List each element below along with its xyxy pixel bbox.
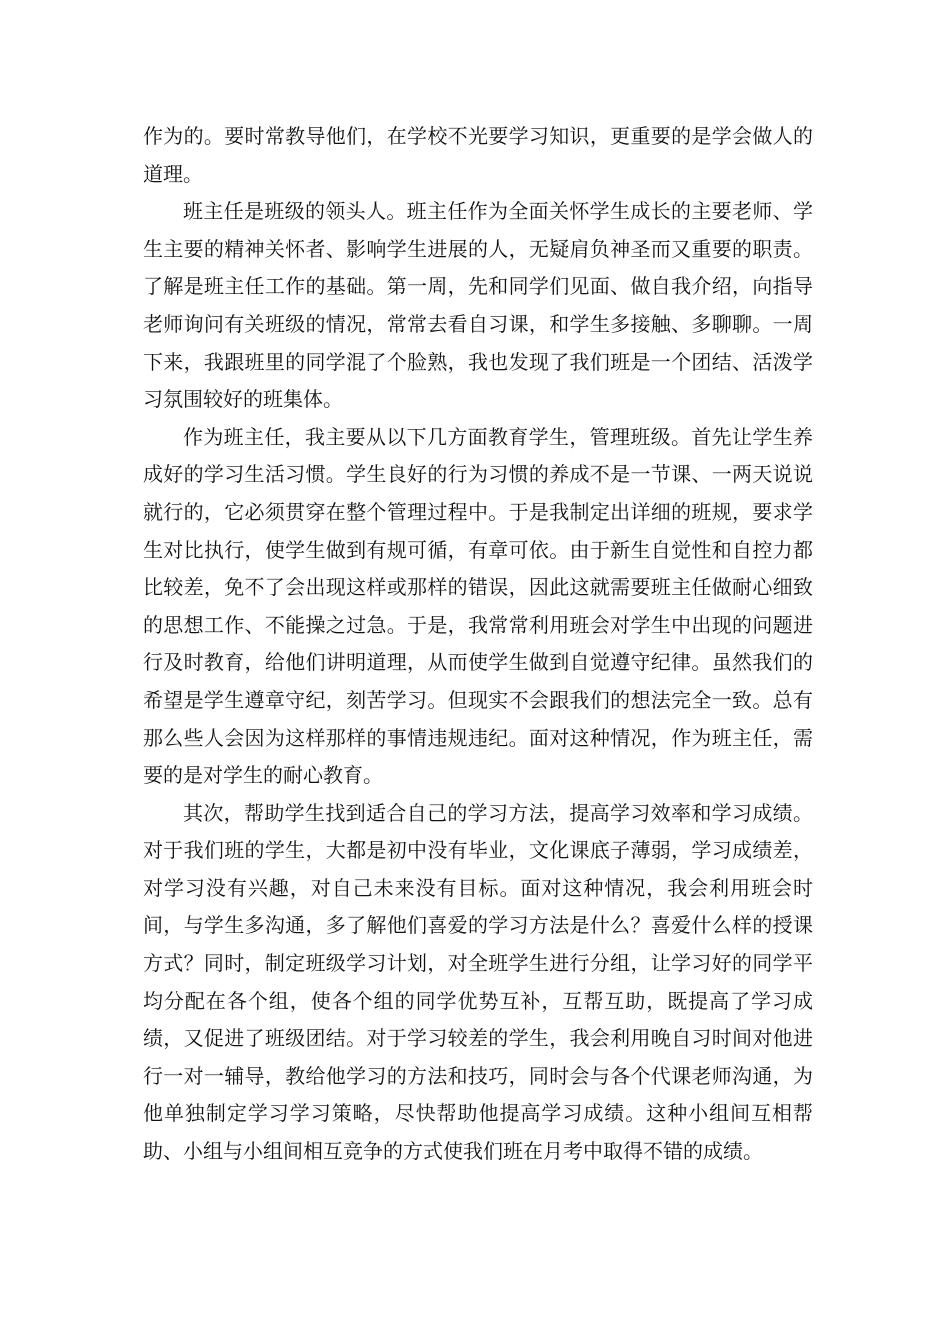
paragraph-continuation: 作为的。要时常教导他们，在学校不光要学习知识，更重要的是学会做人的道理。: [143, 124, 813, 186]
paragraph-head-teacher-role: 班主任是班级的领头人。班主任作为全面关怀学生成长的主要老师、学生主要的精神关怀者、影响学生进展的人，无疑肩负神圣而又重要的职责。了解是班主任工作的基础。第一周，先和同学们见面、做自我介绍，向指导老师询问有关班级的情况，常常去看自习课，和学生多接触、多聊聊。一周下来，我跟班里的同学混了个脸熟，我也发现了我们班是一个团结、活泼学习氛围较好的班集体。: [143, 199, 813, 412]
paragraph-class-management: 作为班主任，我主要从以下几方面教育学生，管理班级。首先让学生养成好的学习生活习惯。学生良好的行为习惯的养成不是一节课、一两天说说就行的，它必须贯穿在整个管理过程中。于是我制定出详细的班规，要求学生对比执行，使学生做到有规可循，有章可依。由于新生自觉性和自控力都比较差，免不了会出现这样或那样的错误，因此这就需要班主任做耐心细致的思想工作、不能操之过急。于是，我常常利用班会对学生中出现的问题进行及时教育，给他们讲明道理，从而使学生做到自觉遵守纪律。虽然我们的希望是学生遵章守纪，刻苦学习。但现实不会跟我们的想法完全一致。总有那么些人会因为这样那样的事情违规违纪。面对这种情况，作为班主任，需要的是对学生的耐心教育。: [143, 424, 813, 788]
paragraph-study-methods: 其次，帮助学生找到适合自己的学习方法，提高学习效率和学习成绩。对于我们班的学生，大都是初中没有毕业，文化课底子薄弱，学习成绩差，对学习没有兴趣，对自己未来没有目标。面对这种情况，我会利用班会时间，与学生多沟通，多了解他们喜爱的学习方法是什么？喜爱什么样的授课方式？同时，制定班级学习计划，对全班学生进行分组，让学习好的同学平均分配在各个组，使各个组的同学优势互补，互帮互助，既提高了学习成绩，又促进了班级团结。对于学习较差的学生，我会利用晚自习时间对他进行一对一辅导，教给他学习的方法和技巧，同时会与各个代课老师沟通，为他单独制定学习学习策略，尽快帮助他提高学习成绩。这种小组间互相帮助、小组与小组间相互竞争的方式使我们班在月考中取得不错的成绩。: [143, 800, 813, 1164]
document-body: [143, 118, 813, 1171]
